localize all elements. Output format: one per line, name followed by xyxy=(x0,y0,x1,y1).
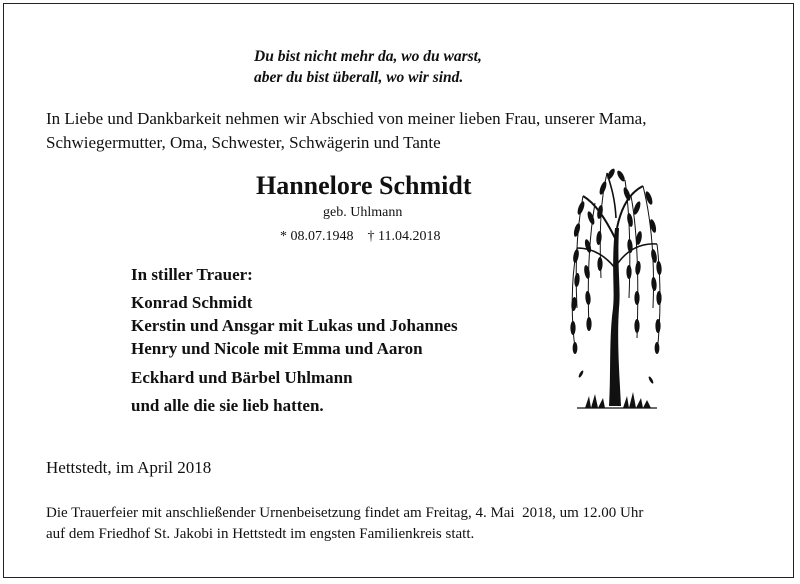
deceased-name: Hannelore Schmidt xyxy=(256,171,472,200)
intro-line-2: Schwiegermutter, Oma, Schwester, Schwägerin und Tante xyxy=(46,133,441,152)
weeping-willow-icon xyxy=(565,168,665,414)
death-date: † 11.04.2018 xyxy=(367,229,441,244)
notice-frame xyxy=(3,3,794,578)
mourner-line-5: und alle die sie lieb hatten. xyxy=(131,396,324,415)
life-dates xyxy=(280,229,454,245)
mourners-heading: In stiller Trauer: xyxy=(131,265,253,284)
mourner-line-1: Konrad Schmidt xyxy=(131,293,253,312)
intro-line-1: In Liebe und Dankbarkeit nehmen wir Abschied von meiner lieben Frau, unserer Mama, xyxy=(46,109,647,128)
poem-line-1: Du bist nicht mehr da, wo du warst, xyxy=(254,48,482,65)
service-line-1: Die Trauerfeier mit anschließender Urnenbeisetzung findet am Freitag, 4. Mai 2018, um 12.00 Uhr xyxy=(46,505,644,521)
mourner-line-2: Kerstin und Ansgar mit Lukas und Johannes xyxy=(131,316,458,335)
mourner-line-3: Henry und Nicole mit Emma und Aaron xyxy=(131,339,423,358)
service-line-2: auf dem Friedhof St. Jakobi in Hettstedt im engsten Familienkreis statt. xyxy=(46,526,475,542)
poem-line-2: aber du bist überall, wo wir sind. xyxy=(254,69,464,86)
maiden-name: geb. Uhlmann xyxy=(323,205,403,220)
place-date: Hettstedt, im April 2018 xyxy=(46,458,212,477)
birth-date: * 08.07.1948 xyxy=(280,229,354,244)
poem xyxy=(254,46,482,88)
intro-text xyxy=(46,107,646,155)
mourner-line-4: Eckhard und Bärbel Uhlmann xyxy=(131,368,353,387)
service-info xyxy=(46,503,643,545)
